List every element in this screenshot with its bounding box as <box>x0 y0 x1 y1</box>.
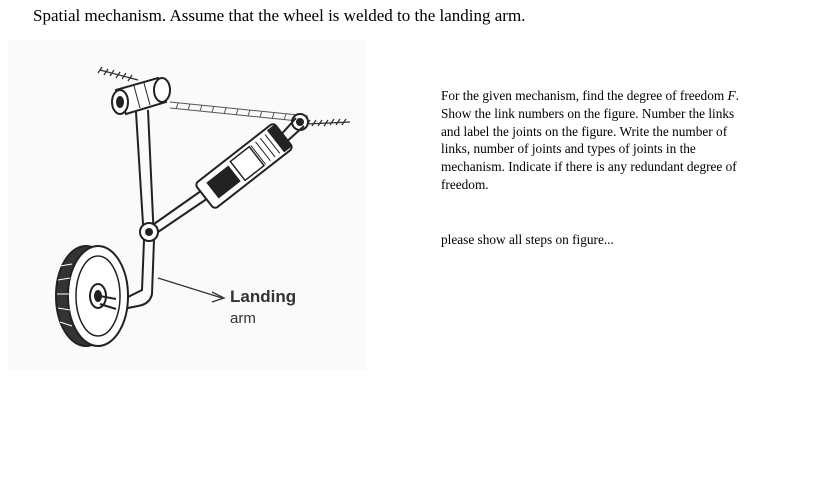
steps-note: please show all steps on figure... <box>441 232 614 247</box>
label-arm: arm <box>230 310 256 327</box>
problem-description <box>441 87 746 194</box>
strut-pivot <box>140 223 158 241</box>
top-bearing <box>112 78 170 114</box>
wheel <box>56 246 128 346</box>
description-text-2: . Show the link numbers on the figure. Number the links and label the joints on the figure. Write the number of links, number of joints and types of joints in the mechanism. Indicate if there is any redundant degree of freedom. <box>441 88 739 192</box>
description-variable: F <box>727 88 736 103</box>
landing-gear-drawing <box>8 40 366 370</box>
label-arrow <box>158 278 224 302</box>
right-mount <box>292 114 308 130</box>
page-heading: Spatial mechanism. Assume that the wheel is welded to the landing arm. <box>33 6 526 25</box>
description-text-1: For the given mechanism, find the degree of freedom <box>441 88 728 103</box>
hydraulic-cylinder <box>195 123 294 210</box>
ground-hatch-right <box>306 119 350 126</box>
mechanism-figure <box>8 40 366 370</box>
label-landing: Landing <box>230 287 297 306</box>
ground-strip <box>170 102 308 122</box>
ground-hatch-left <box>98 67 138 81</box>
